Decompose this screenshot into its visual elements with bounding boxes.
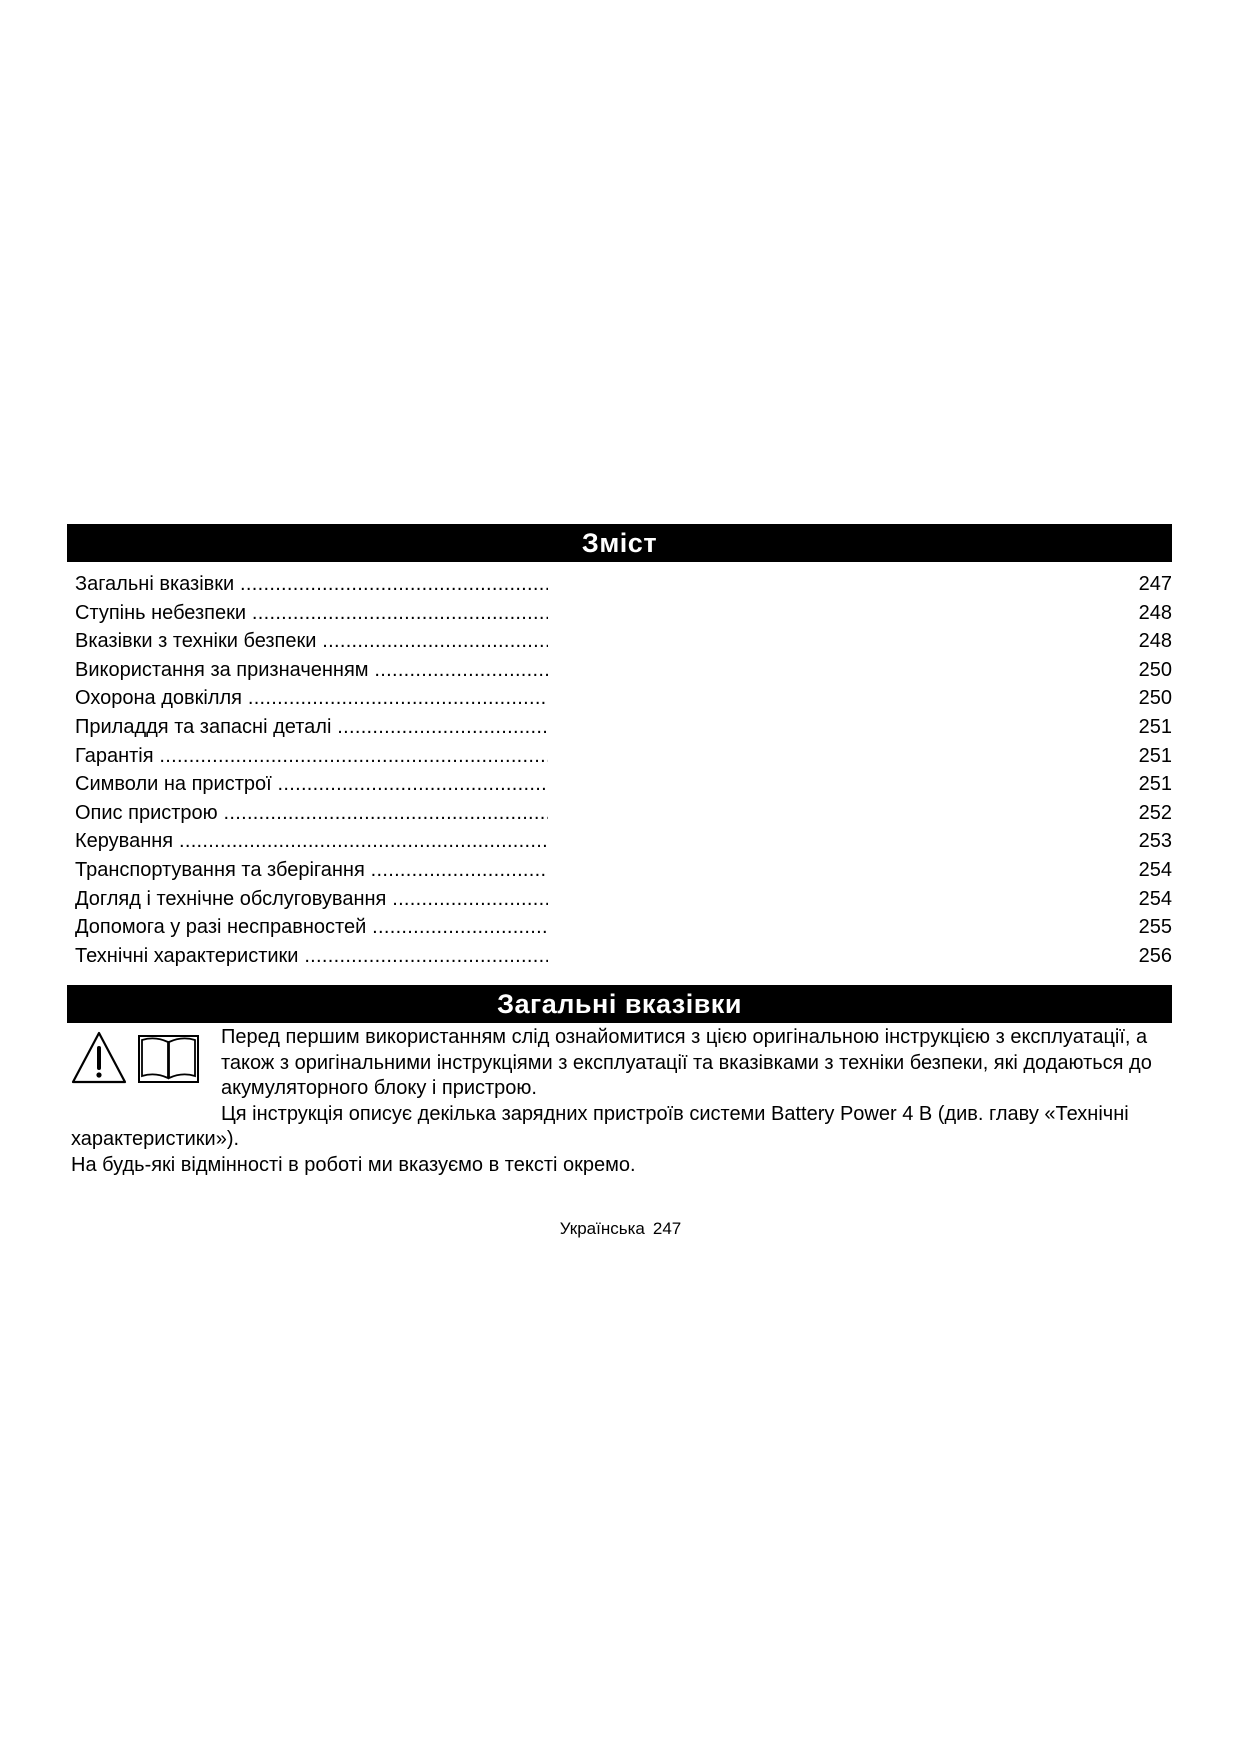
toc-entry[interactable] xyxy=(75,599,1172,628)
toc-entry[interactable] xyxy=(75,742,1172,771)
toc-entry-page: 254 xyxy=(1138,887,1172,910)
footer-page-number: 247 xyxy=(652,1219,682,1238)
general-notes-text xyxy=(71,1025,1172,1178)
toc-entry-title: Опис пристрою ..... xyxy=(75,799,548,828)
toc-entry[interactable] xyxy=(75,942,1172,971)
toc-entry-title: Догляд і технічне обслуговування ..... xyxy=(75,885,548,914)
toc-entry[interactable] xyxy=(75,684,1172,713)
toc-entry-title: Транспортування та зберігання ..... xyxy=(75,856,548,885)
toc-entry-page: 247 xyxy=(1138,573,1172,595)
toc-entry-page: 251 xyxy=(1138,773,1172,796)
toc-entry[interactable] xyxy=(75,656,1172,685)
toc-entry[interactable] xyxy=(75,770,1172,799)
toc-entry-page: 250 xyxy=(1138,687,1172,710)
toc-entry[interactable] xyxy=(75,713,1172,742)
toc-entry-page: 254 xyxy=(1138,858,1172,881)
table-of-contents xyxy=(75,570,1172,970)
toc-entry-title: Використання за призначенням ..... xyxy=(75,656,548,685)
toc-entry-title: Символи на пристрої ..... xyxy=(75,770,548,799)
toc-entry-title: Гарантія ..... xyxy=(75,742,548,771)
toc-entry-title: Вказівки з техніки безпеки ..... xyxy=(75,627,548,656)
toc-entry[interactable] xyxy=(75,913,1172,942)
scope-paragraph: Ця інструкція описує декілька зарядних пристроїв системи Battery Power 4 В (див. главу «Технічні характеристики»). xyxy=(71,1102,1129,1150)
general-notes-heading: Загальні вказівки xyxy=(67,985,1172,1023)
differences-paragraph: На будь-які відмінності в роботі ми вказуємо в тексті окремо. xyxy=(71,1153,636,1176)
toc-entry-title: Допомога у разі несправностей ..... xyxy=(75,913,548,942)
toc-entry-page: 251 xyxy=(1138,744,1172,767)
toc-entry-page: 255 xyxy=(1138,916,1172,939)
footer-language: Українська xyxy=(559,1219,645,1238)
toc-entry-page: 253 xyxy=(1138,830,1172,853)
toc-entry-title: Ступінь небезпеки ..... xyxy=(75,599,548,628)
toc-entry[interactable] xyxy=(75,885,1172,914)
toc-entry-page: 250 xyxy=(1138,658,1172,681)
toc-entry-page: 248 xyxy=(1138,601,1172,624)
toc-entry[interactable] xyxy=(75,627,1172,656)
toc-entry-title: Приладдя та запасні деталі ..... xyxy=(75,713,548,742)
toc-entry-title: Технічні характеристики ..... xyxy=(75,942,548,971)
toc-entry[interactable] xyxy=(75,799,1172,828)
toc-entry-title: Охорона довкілля ..... xyxy=(75,684,548,713)
toc-entry-page: 251 xyxy=(1138,715,1172,738)
toc-entry-title: Загальні вказівки ..... xyxy=(75,570,548,599)
toc-entry-page: 248 xyxy=(1138,630,1172,653)
page-footer xyxy=(0,1218,1241,1240)
toc-entry-page: 252 xyxy=(1138,801,1172,824)
toc-entry[interactable] xyxy=(75,570,1172,599)
toc-heading: Зміст xyxy=(67,524,1172,562)
toc-entry[interactable] xyxy=(75,827,1172,856)
toc-entry-title: Керування ..... xyxy=(75,827,548,856)
toc-entry-page: 256 xyxy=(1138,944,1172,967)
intro-paragraph: Перед першим використанням слід ознайомитися з цією оригінальною інструкцією з експлуатації, а також з оригінальними інструкціями з експлуатації та вказівками з техніки безпеки, які додаються до акумуляторного блоку і пристрою. xyxy=(221,1026,1152,1099)
toc-entry[interactable] xyxy=(75,856,1172,885)
